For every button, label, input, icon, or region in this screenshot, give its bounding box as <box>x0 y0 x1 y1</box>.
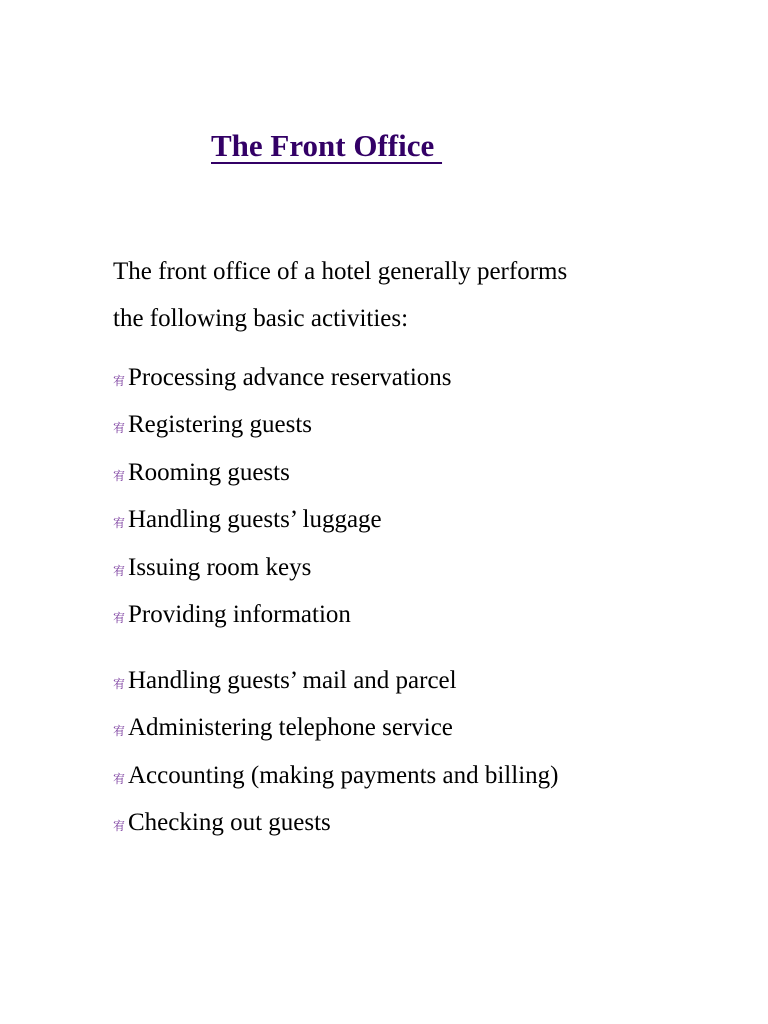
bullet-icon: 宥 <box>113 772 126 786</box>
list-item-label: Providing information <box>128 601 351 628</box>
bullet-icon: 宥 <box>113 819 126 833</box>
bullet-icon: 宥 <box>113 469 126 483</box>
bullet-icon: 宥 <box>113 611 126 625</box>
list-item-label: Administering telephone service <box>128 714 453 741</box>
list-item <box>113 760 558 795</box>
list-item-label: Handling guests’ luggage <box>128 506 382 533</box>
bullet-icon: 宥 <box>113 374 126 388</box>
bullet-icon: 宥 <box>113 564 126 578</box>
intro-line: the following basic activities: <box>113 305 409 332</box>
bullet-icon: 宥 <box>113 421 126 435</box>
list-item-label: Rooming guests <box>128 459 290 486</box>
list-item <box>113 665 457 700</box>
list-item-label: Processing advance reservations <box>128 364 452 391</box>
list-item <box>113 807 331 842</box>
list-item <box>113 362 452 397</box>
bullet-icon: 宥 <box>113 677 126 691</box>
list-item <box>113 457 290 492</box>
list-item <box>113 552 311 587</box>
list-item-label: Accounting (making payments and billing) <box>128 762 559 789</box>
intro-paragraph <box>113 248 673 342</box>
bullet-icon: 宥 <box>113 516 126 530</box>
list-item <box>113 599 351 634</box>
intro-line: The front office of a hotel generally performs <box>113 258 568 285</box>
list-item-label: Checking out guests <box>128 809 331 836</box>
bullet-icon: 宥 <box>113 724 126 738</box>
list-item-label: Handling guests’ mail and parcel <box>128 667 457 694</box>
page-title: The Front Office <box>211 128 443 163</box>
list-item-label: Issuing room keys <box>128 554 312 581</box>
list-item <box>113 409 312 444</box>
list-item <box>113 504 382 539</box>
list-item <box>113 712 453 747</box>
list-item-label: Registering guests <box>128 411 313 438</box>
